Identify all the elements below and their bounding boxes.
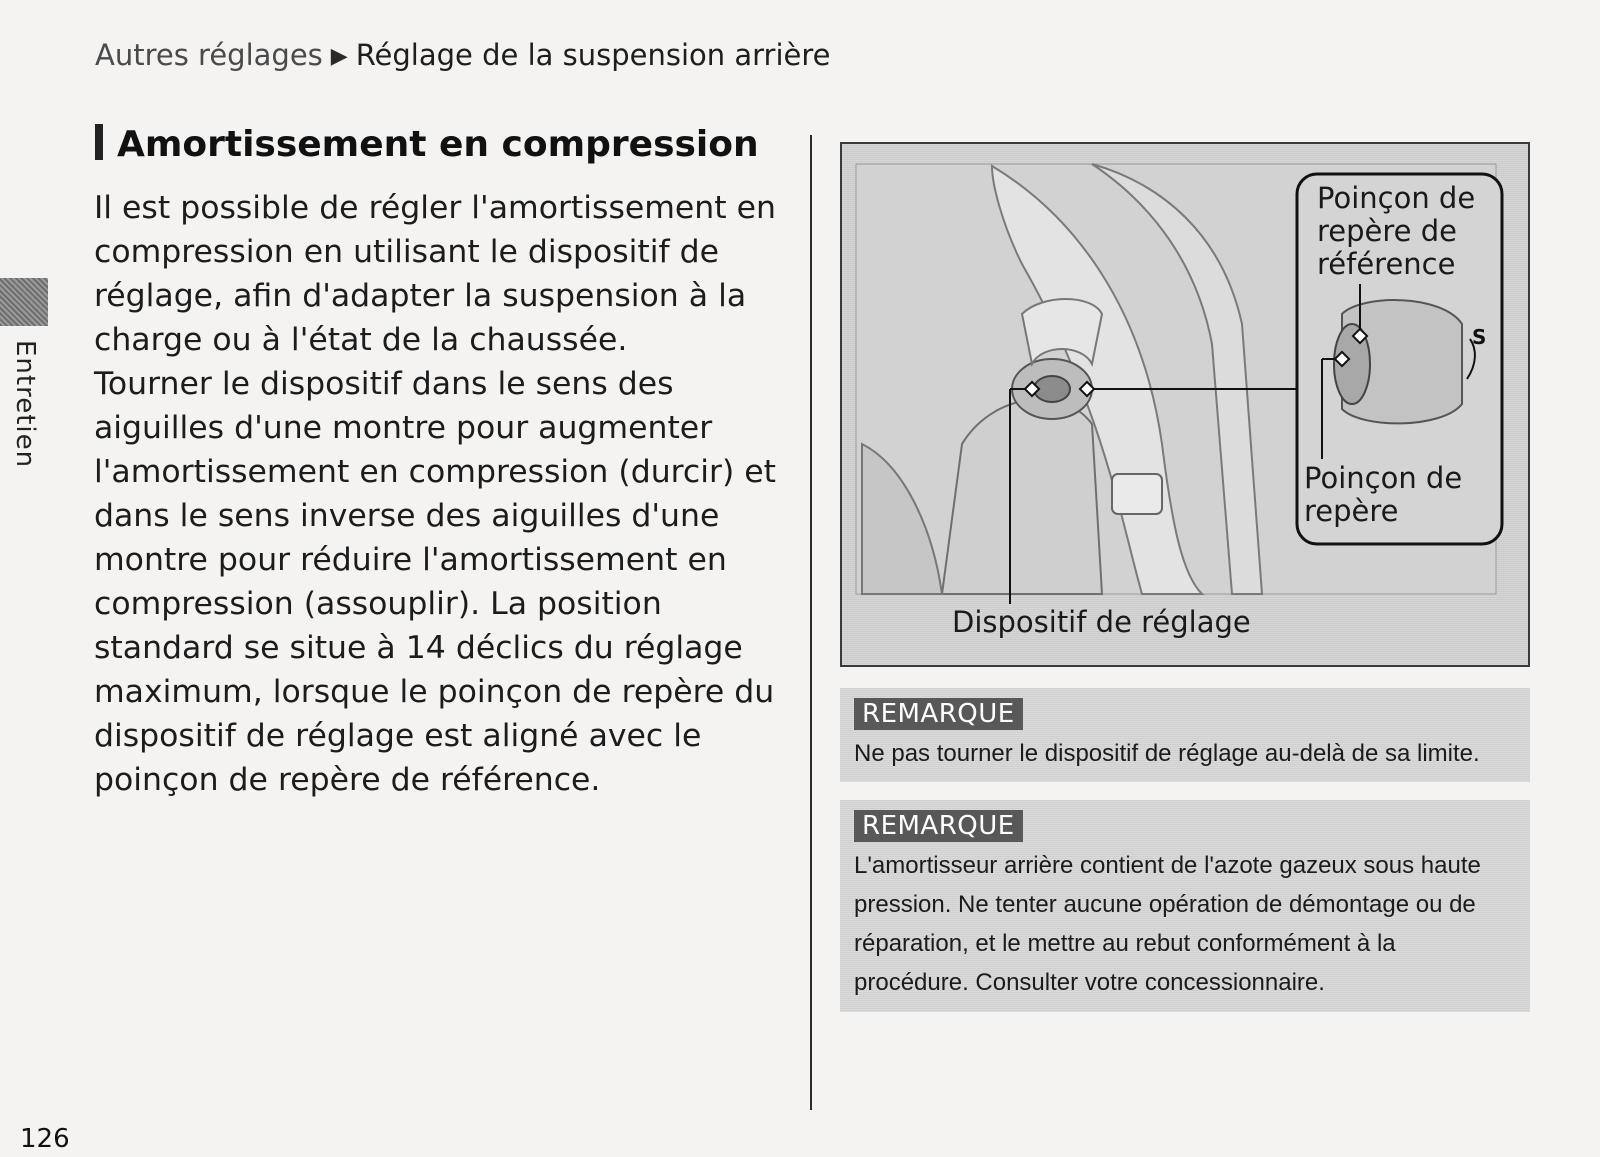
suspension-illustration bbox=[840, 142, 1530, 667]
breadcrumb-parent: Autres réglages bbox=[95, 38, 323, 72]
body-paragraph: Il est possible de régler l'amortissement en compression en utilisant le dispositif de réglage, afin d'adapter la suspension à la charge ou à l'état de la chaussée. bbox=[94, 190, 776, 358]
page-number: 126 bbox=[20, 1124, 70, 1154]
section-body bbox=[94, 186, 784, 802]
label-reference-mark-text: Poinçon de repère de référence bbox=[1317, 181, 1476, 281]
heading-bar-icon bbox=[95, 124, 103, 160]
valve-block bbox=[1112, 474, 1162, 514]
side-tab-label: Entretien bbox=[10, 340, 40, 469]
notice-text: Ne pas tourner le dispositif de réglage au-delà de sa limite. bbox=[854, 740, 1480, 767]
notice-box bbox=[840, 688, 1530, 782]
label-mark-text: Poinçon de repère bbox=[1304, 461, 1463, 528]
notice-tag: REMARQUE bbox=[854, 810, 1023, 842]
section-title bbox=[95, 124, 759, 165]
label-reference-mark bbox=[1317, 182, 1492, 281]
notice-tag: REMARQUE bbox=[854, 698, 1023, 730]
label-mark bbox=[1304, 462, 1494, 528]
notice-box bbox=[840, 800, 1530, 1012]
notice-text: L'amortisseur arrière contient de l'azote gazeux sous haute pression. Ne tenter aucune opération de démontage ou de réparation, et le mettre au rebut conformément à la procédure. Consulter votre concessionnaire. bbox=[854, 852, 1481, 996]
dial-letter-s: S bbox=[1472, 325, 1487, 349]
column-divider bbox=[810, 135, 812, 1110]
label-adjuster: Dispositif de réglage bbox=[952, 605, 1251, 639]
side-tab-marker bbox=[0, 278, 48, 326]
breadcrumb bbox=[95, 38, 830, 72]
breadcrumb-current: Réglage de la suspension arrière bbox=[355, 38, 831, 72]
section-title-text: Amortissement en compression bbox=[117, 124, 759, 165]
breadcrumb-arrow-icon: ▶ bbox=[330, 44, 348, 69]
body-paragraph: Tourner le dispositif dans le sens des aiguilles d'une montre pour augmenter l'amortissement en compression (durcir) et dans le sens inverse des aiguilles d'une montre pour réduire l'amortissement en compression (assouplir). La position standard se situe à 14 déclics du réglage maximum, lorsque le poinçon de repère du dispositif de réglage est aligné avec le poinçon de repère de référence. bbox=[94, 366, 776, 798]
